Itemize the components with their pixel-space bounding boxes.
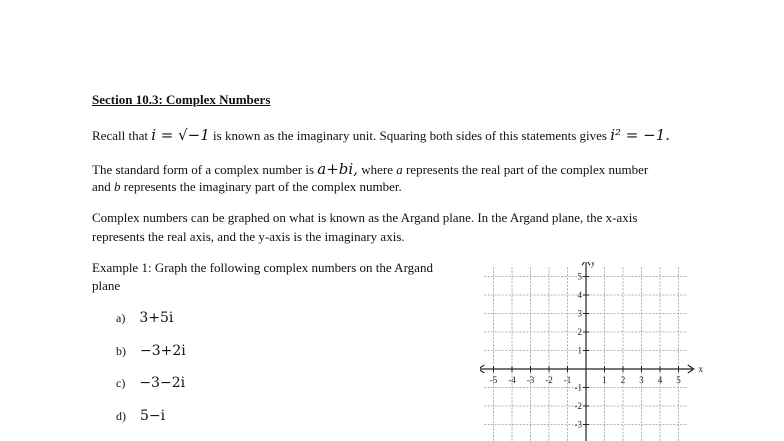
x-tick-label: 1 <box>602 375 607 385</box>
y-tick-label: 5 <box>577 271 582 282</box>
y-tick-label: -3 <box>574 419 582 430</box>
example-heading-line2: plane <box>92 278 121 293</box>
para2-post: represents the real part of the complex number <box>405 162 649 177</box>
var-a: a <box>396 162 403 177</box>
x-tick-label: -3 <box>526 375 535 385</box>
y-tick-label: 1 <box>577 345 582 356</box>
para2-line2-and: and <box>92 179 111 194</box>
item-expression: −3−2i <box>139 375 186 391</box>
example-item-b <box>116 342 186 360</box>
i-definition: i = √−1 <box>151 126 210 144</box>
paragraph-standard-form-line2 <box>92 178 402 196</box>
paragraph-argand-line1: Complex numbers can be graphed on what is known as the Argand plane. In the Argand plane, the x-axis <box>92 210 638 225</box>
y-tick-label: -2 <box>574 401 582 411</box>
paragraph-imaginary-unit <box>92 126 670 145</box>
y-tick-label: 4 <box>577 290 582 300</box>
item-label: a) <box>116 311 126 325</box>
x-tick-label: 5 <box>676 375 681 385</box>
y-tick-label: 2 <box>577 327 582 337</box>
i-squared: i² = −1. <box>610 126 671 144</box>
y-axis-label: y <box>590 262 596 268</box>
para2-where: where <box>361 162 393 177</box>
para2-line2-rest: represents the imaginary part of the complex number. <box>123 179 402 194</box>
para1-mid: is known as the imaginary unit. Squaring both sides of this statements gives <box>213 128 607 143</box>
example-item-a <box>116 309 173 327</box>
x-tick-label: -2 <box>545 375 553 385</box>
x-tick-label: 3 <box>639 375 644 385</box>
para1-pre: Recall that <box>92 128 148 143</box>
standard-form-expression: a+bi, <box>317 160 358 178</box>
item-expression: 5−i <box>140 408 166 424</box>
paragraph-standard-form-line1 <box>92 160 648 179</box>
item-label: b) <box>116 344 126 358</box>
item-expression: 3+5i <box>139 310 174 326</box>
var-b: b <box>114 179 121 194</box>
example-heading-line1: Example 1: Graph the following complex numbers on the Argand <box>92 260 433 275</box>
x-tick-label: -5 <box>489 375 498 385</box>
item-label: d) <box>116 409 126 423</box>
paragraph-argand-line2: represents the real axis, and the y-axis is the imaginary axis. <box>92 229 405 244</box>
x-tick-label: -1 <box>563 375 572 385</box>
x-tick-label: -4 <box>508 375 516 385</box>
example-item-c <box>116 374 185 392</box>
item-label: c) <box>116 376 126 390</box>
tick-labels <box>490 262 704 430</box>
y-tick-label: -1 <box>574 382 582 393</box>
example-item-d <box>116 407 165 425</box>
x-axis-label: x <box>698 364 703 374</box>
para2-pre: The standard form of a complex number is <box>92 162 315 177</box>
x-tick-label: 4 <box>657 375 663 385</box>
x-tick-label: 2 <box>620 375 626 385</box>
section-title: Section 10.3: Complex Numbers <box>92 92 271 107</box>
argand-plane-graph <box>480 262 710 441</box>
y-tick-label: 3 <box>577 308 582 319</box>
item-expression: −3+2i <box>140 343 186 359</box>
